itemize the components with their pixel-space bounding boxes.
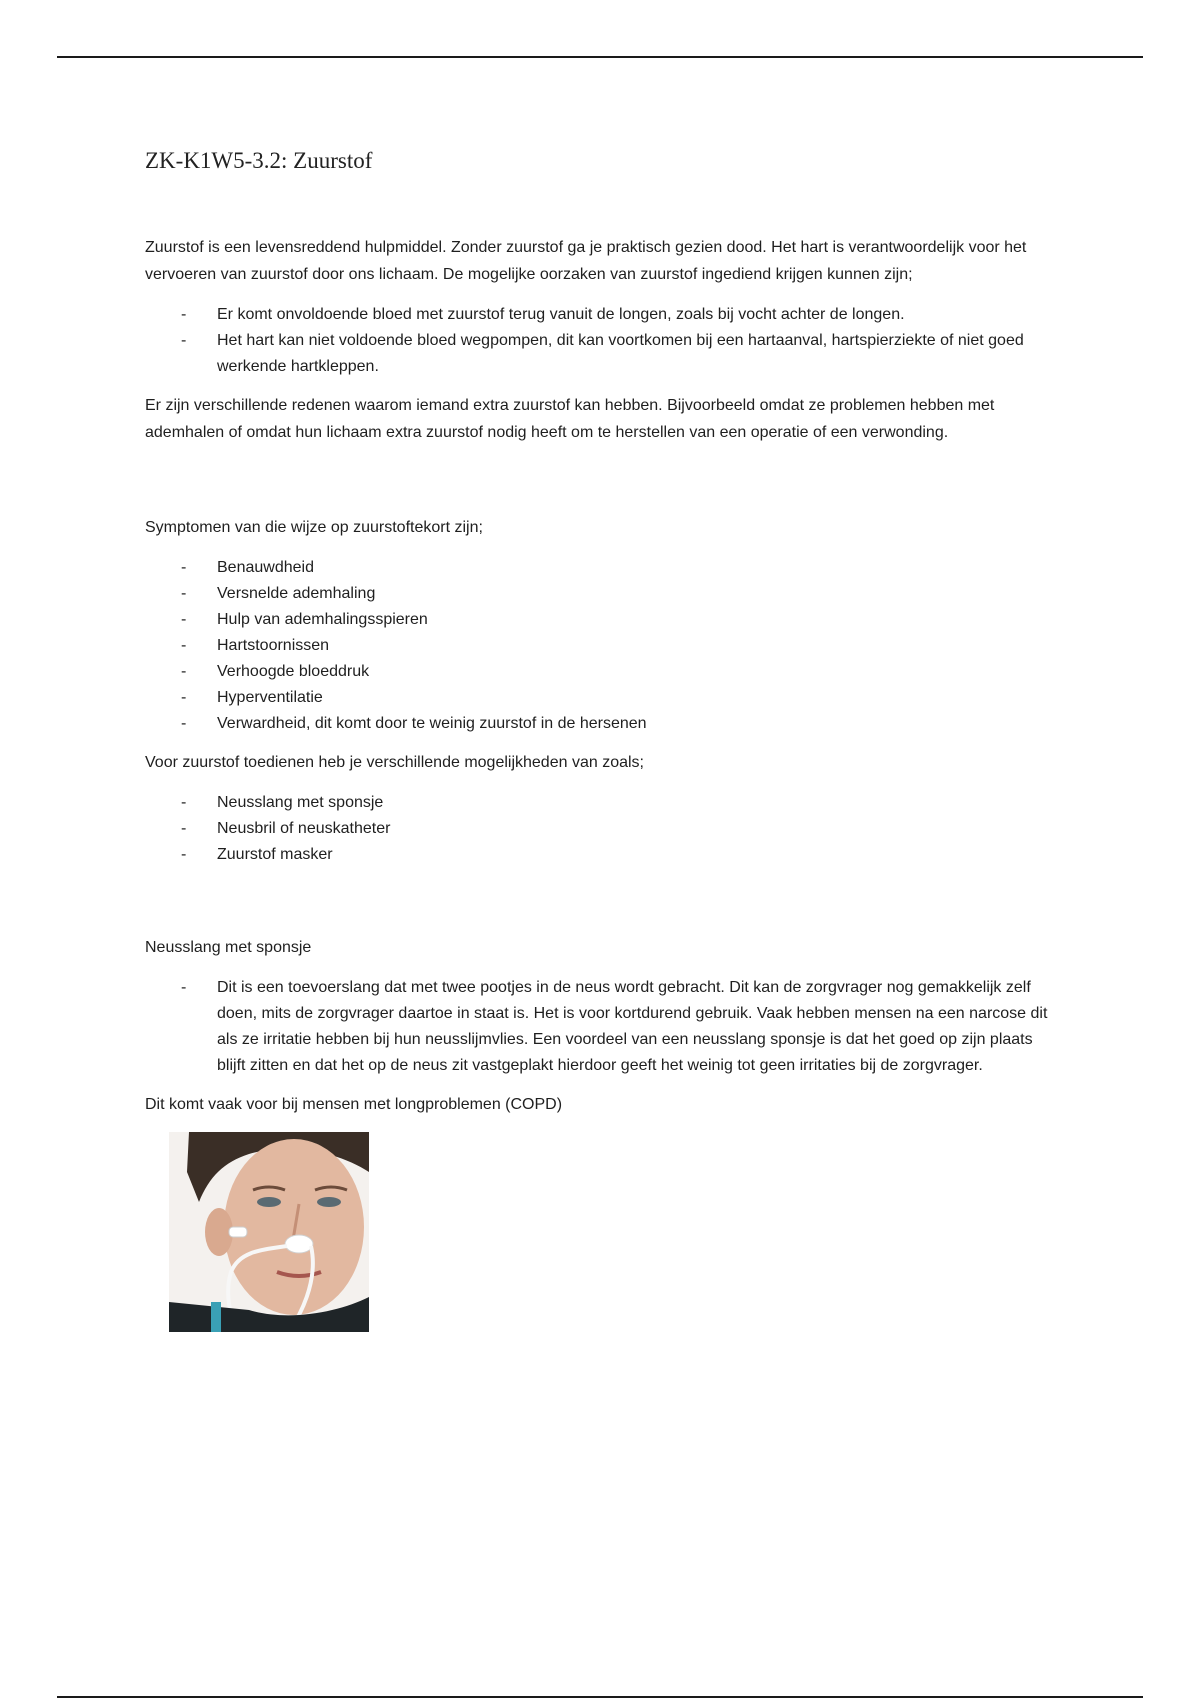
list-item: - Er komt onvoldoende bloed met zuurstof terug vanuit de longen, zoals bij vocht achter de longen. — [181, 306, 905, 323]
portrait-illustration — [169, 1132, 369, 1332]
list-item: - Het hart kan niet voldoende bloed wegpompen, dit kan voortkomen bij een hartaanval, hartspierziekte of niet goed werkende hartkleppen. — [181, 332, 1024, 375]
methods-list — [145, 790, 1065, 868]
list-item: - Zuurstof masker — [181, 846, 333, 863]
reasons-paragraph: Er zijn verschillende redenen waarom iemand extra zuurstof kan hebben. Bijvoorbeeld omdat ze problemen hebben met ademhalen of omdat hun lichaam extra zuurstof nodig heeft om te herstellen van een operatie of een verwonding. — [145, 397, 995, 441]
section-heading: Neusslang met sponsje — [145, 939, 312, 956]
page-content — [145, 140, 1065, 1332]
list-item: - Hyperventilatie — [181, 689, 323, 706]
list-item: - Hartstoornissen — [181, 637, 330, 654]
list-item: - Neusbril of neuskatheter — [181, 820, 391, 837]
section-list — [145, 975, 1065, 1079]
list-item: - Verwardheid, dit komt door te weinig zuurstof in de hersenen — [181, 715, 647, 732]
list-item: - Dit is een toevoerslang dat met twee pootjes in de neus wordt gebracht. Dit kan de zorgvrager nog gemakkelijk zelf doen, mits de zorgvrager daartoe in staat is. Het is voor kortdurend gebruik. Vaak hebben mensen na een narcose dit als ze irritatie hebben bij hun neusslijmvlies. Een voordeel van een neusslang sponsje is dat het goed op zijn plaats blijft zitten en dat het op de neus zit vastgeplakt hierdoor geeft het weinig tot geen irritaties bij de zorgvrager. — [181, 979, 1048, 1074]
symptoms-list — [145, 555, 1065, 737]
nasal-cannula-photo — [169, 1132, 369, 1332]
symptoms-intro: Symptomen van die wijze op zuurstoftekort zijn; — [145, 519, 483, 536]
list-item: - Neusslang met sponsje — [181, 794, 384, 811]
footer-rule — [57, 1696, 1143, 1698]
list-item: - Benauwdheid — [181, 559, 314, 576]
list-item: - Verhoogde bloeddruk — [181, 663, 370, 680]
causes-list — [145, 302, 1065, 380]
closing-paragraph: Dit komt vaak voor bij mensen met longproblemen (COPD) — [145, 1096, 563, 1113]
page-title: ZK-K1W5-3.2: Zuurstof — [145, 148, 373, 173]
header-rule — [57, 56, 1143, 58]
list-item: - Hulp van ademhalingsspieren — [181, 611, 428, 628]
list-item: - Versnelde ademhaling — [181, 585, 376, 602]
methods-intro: Voor zuurstof toedienen heb je verschillende mogelijkheden van zoals; — [145, 754, 644, 771]
intro-paragraph: Zuurstof is een levensreddend hulpmiddel. Zonder zuurstof ga je praktisch gezien dood. Het hart is verantwoordelijk voor het vervoeren van zuurstof door ons lichaam. De mogelijke oorzaken van zuurstof ingediend krijgen kunnen zijn; — [145, 239, 1027, 283]
